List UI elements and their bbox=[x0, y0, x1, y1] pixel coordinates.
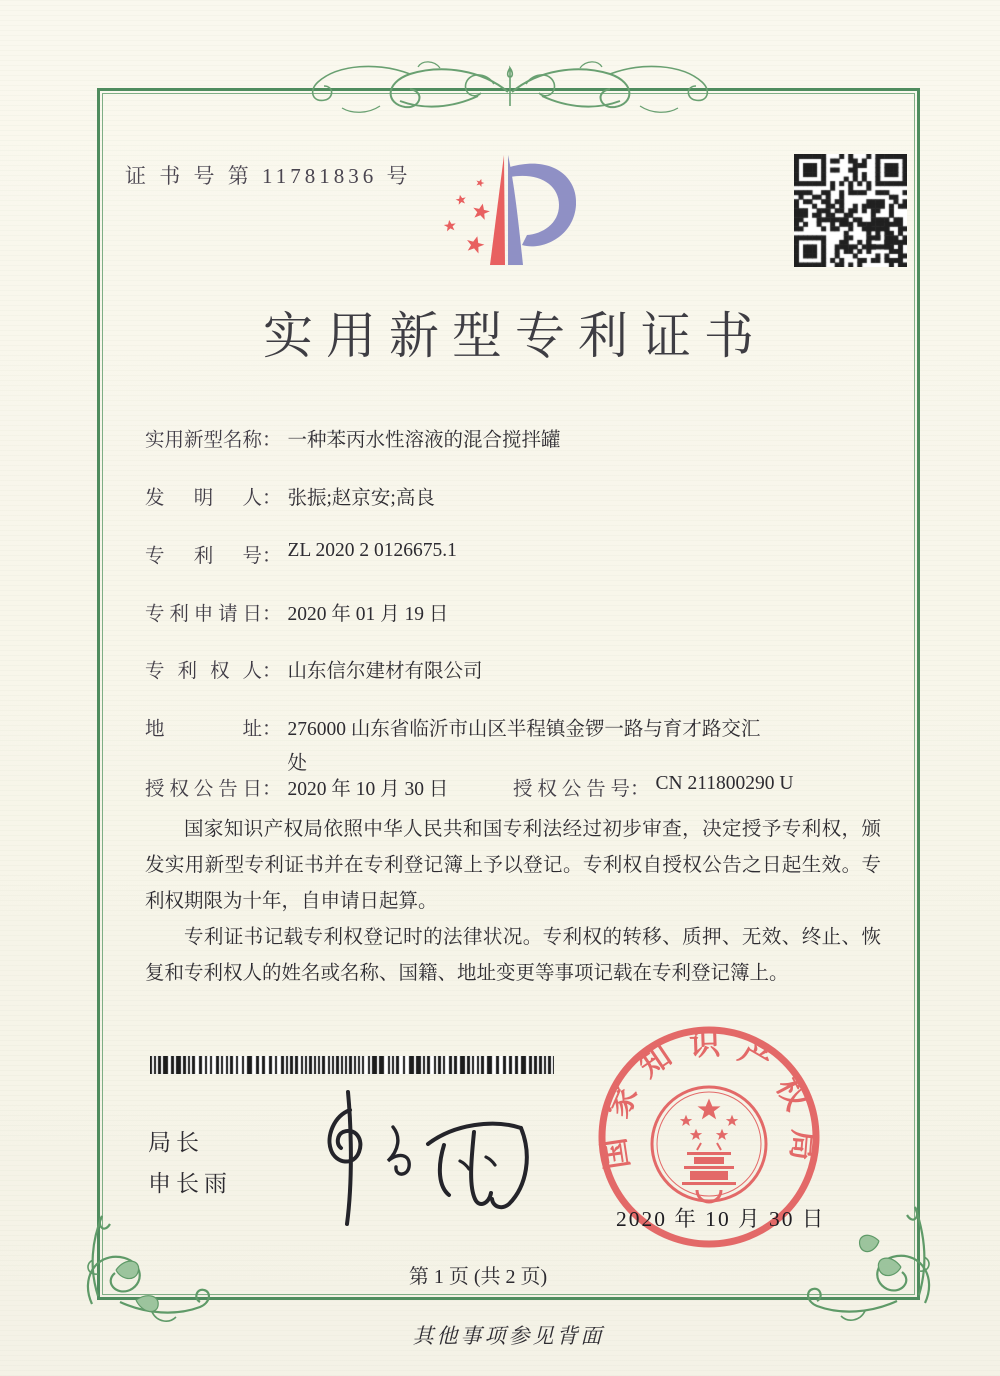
field-label: 专利申请日 bbox=[145, 604, 262, 625]
field-label: 授权公告日 bbox=[145, 779, 262, 800]
field-value: 一种苯丙水性溶液的混合搅拌罐 bbox=[287, 430, 561, 451]
field-row-inventor: 发明人： 张振;赵京安;高良 bbox=[145, 482, 435, 510]
signer-name: 申长雨 bbox=[148, 1171, 232, 1196]
field-row-grant-date: 授权公告日： 2020 年 10 月 30 日 授权公告号： CN 211800290 U bbox=[145, 773, 794, 800]
legal-paragraph-1: 国家知识产权局依照中华人民共和国专利法经过初步审查，决定授予专利权，颁发实用新型专利证书并在专利登记簿上予以登记。专利权自授权公告之日起生效。专利权期限为十年，自申请日起算。 bbox=[145, 819, 881, 912]
field-label: 授权公告号 bbox=[513, 779, 630, 800]
field-row-address: 地址： 276000 山东省临沂市山区半程镇金锣一路与育才路交汇处 bbox=[145, 713, 780, 781]
field-label: 地址 bbox=[145, 719, 262, 740]
legal-paragraph-2: 专利证书记载专利权登记时的法律状况。专利权的转移、质押、无效、终止、恢复和专利权人的姓名或名称、国籍、地址变更等事项记载在专利登记簿上。 bbox=[145, 927, 881, 984]
certificate-title: 实用新型专利证书 bbox=[263, 308, 767, 364]
field-row-filing-date: 专利申请日： 2020 年 01 月 19 日 bbox=[145, 598, 448, 626]
field-value: 山东信尔建材有限公司 bbox=[287, 661, 483, 682]
signer-title: 局长 bbox=[148, 1130, 204, 1155]
field-value: 张振;赵京安;高良 bbox=[287, 488, 435, 509]
svg-text:国家知识产权局: 国家知识产权局 bbox=[595, 1025, 822, 1172]
seal-date: 2020 年 10 月 30 日 bbox=[616, 1207, 826, 1231]
field-row-name: 实用新型名称： 一种苯丙水性溶液的混合搅拌罐 bbox=[145, 424, 561, 452]
field-label: 发明人 bbox=[145, 488, 262, 509]
field-value: CN 211800290 U bbox=[655, 773, 794, 794]
certificate-number: 证 书 号 第 11781836 号 bbox=[125, 164, 412, 188]
field-value: ZL 2020 2 0126675.1 bbox=[287, 540, 457, 561]
page-number: 第 1 页 (共 2 页) bbox=[408, 1266, 548, 1288]
field-label: 实用新型名称 bbox=[145, 430, 263, 451]
field-grant-number: 授权公告号： CN 211800290 U bbox=[513, 773, 794, 800]
back-side-note: 其他事项参见背面 bbox=[412, 1324, 605, 1348]
field-value: 276000 山东省临沂市山区半程镇金锣一路与育才路交汇处 bbox=[287, 719, 761, 774]
qr-code-icon bbox=[794, 154, 907, 267]
barcode-icon bbox=[150, 1056, 554, 1074]
field-label: 专利权人 bbox=[145, 661, 262, 682]
field-row-patent-no: 专利号： ZL 2020 2 0126675.1 bbox=[145, 540, 457, 567]
cnipa-logo-icon bbox=[438, 147, 608, 272]
legal-text bbox=[145, 812, 881, 992]
signer-block bbox=[148, 1122, 232, 1204]
field-row-patentee: 专利权人： 山东信尔建材有限公司 bbox=[145, 655, 483, 683]
handwritten-signature-icon bbox=[278, 1082, 540, 1234]
field-label: 专利号 bbox=[145, 546, 262, 567]
field-value: 2020 年 01 月 19 日 bbox=[287, 604, 449, 625]
field-value: 2020 年 10 月 30 日 bbox=[287, 779, 449, 800]
